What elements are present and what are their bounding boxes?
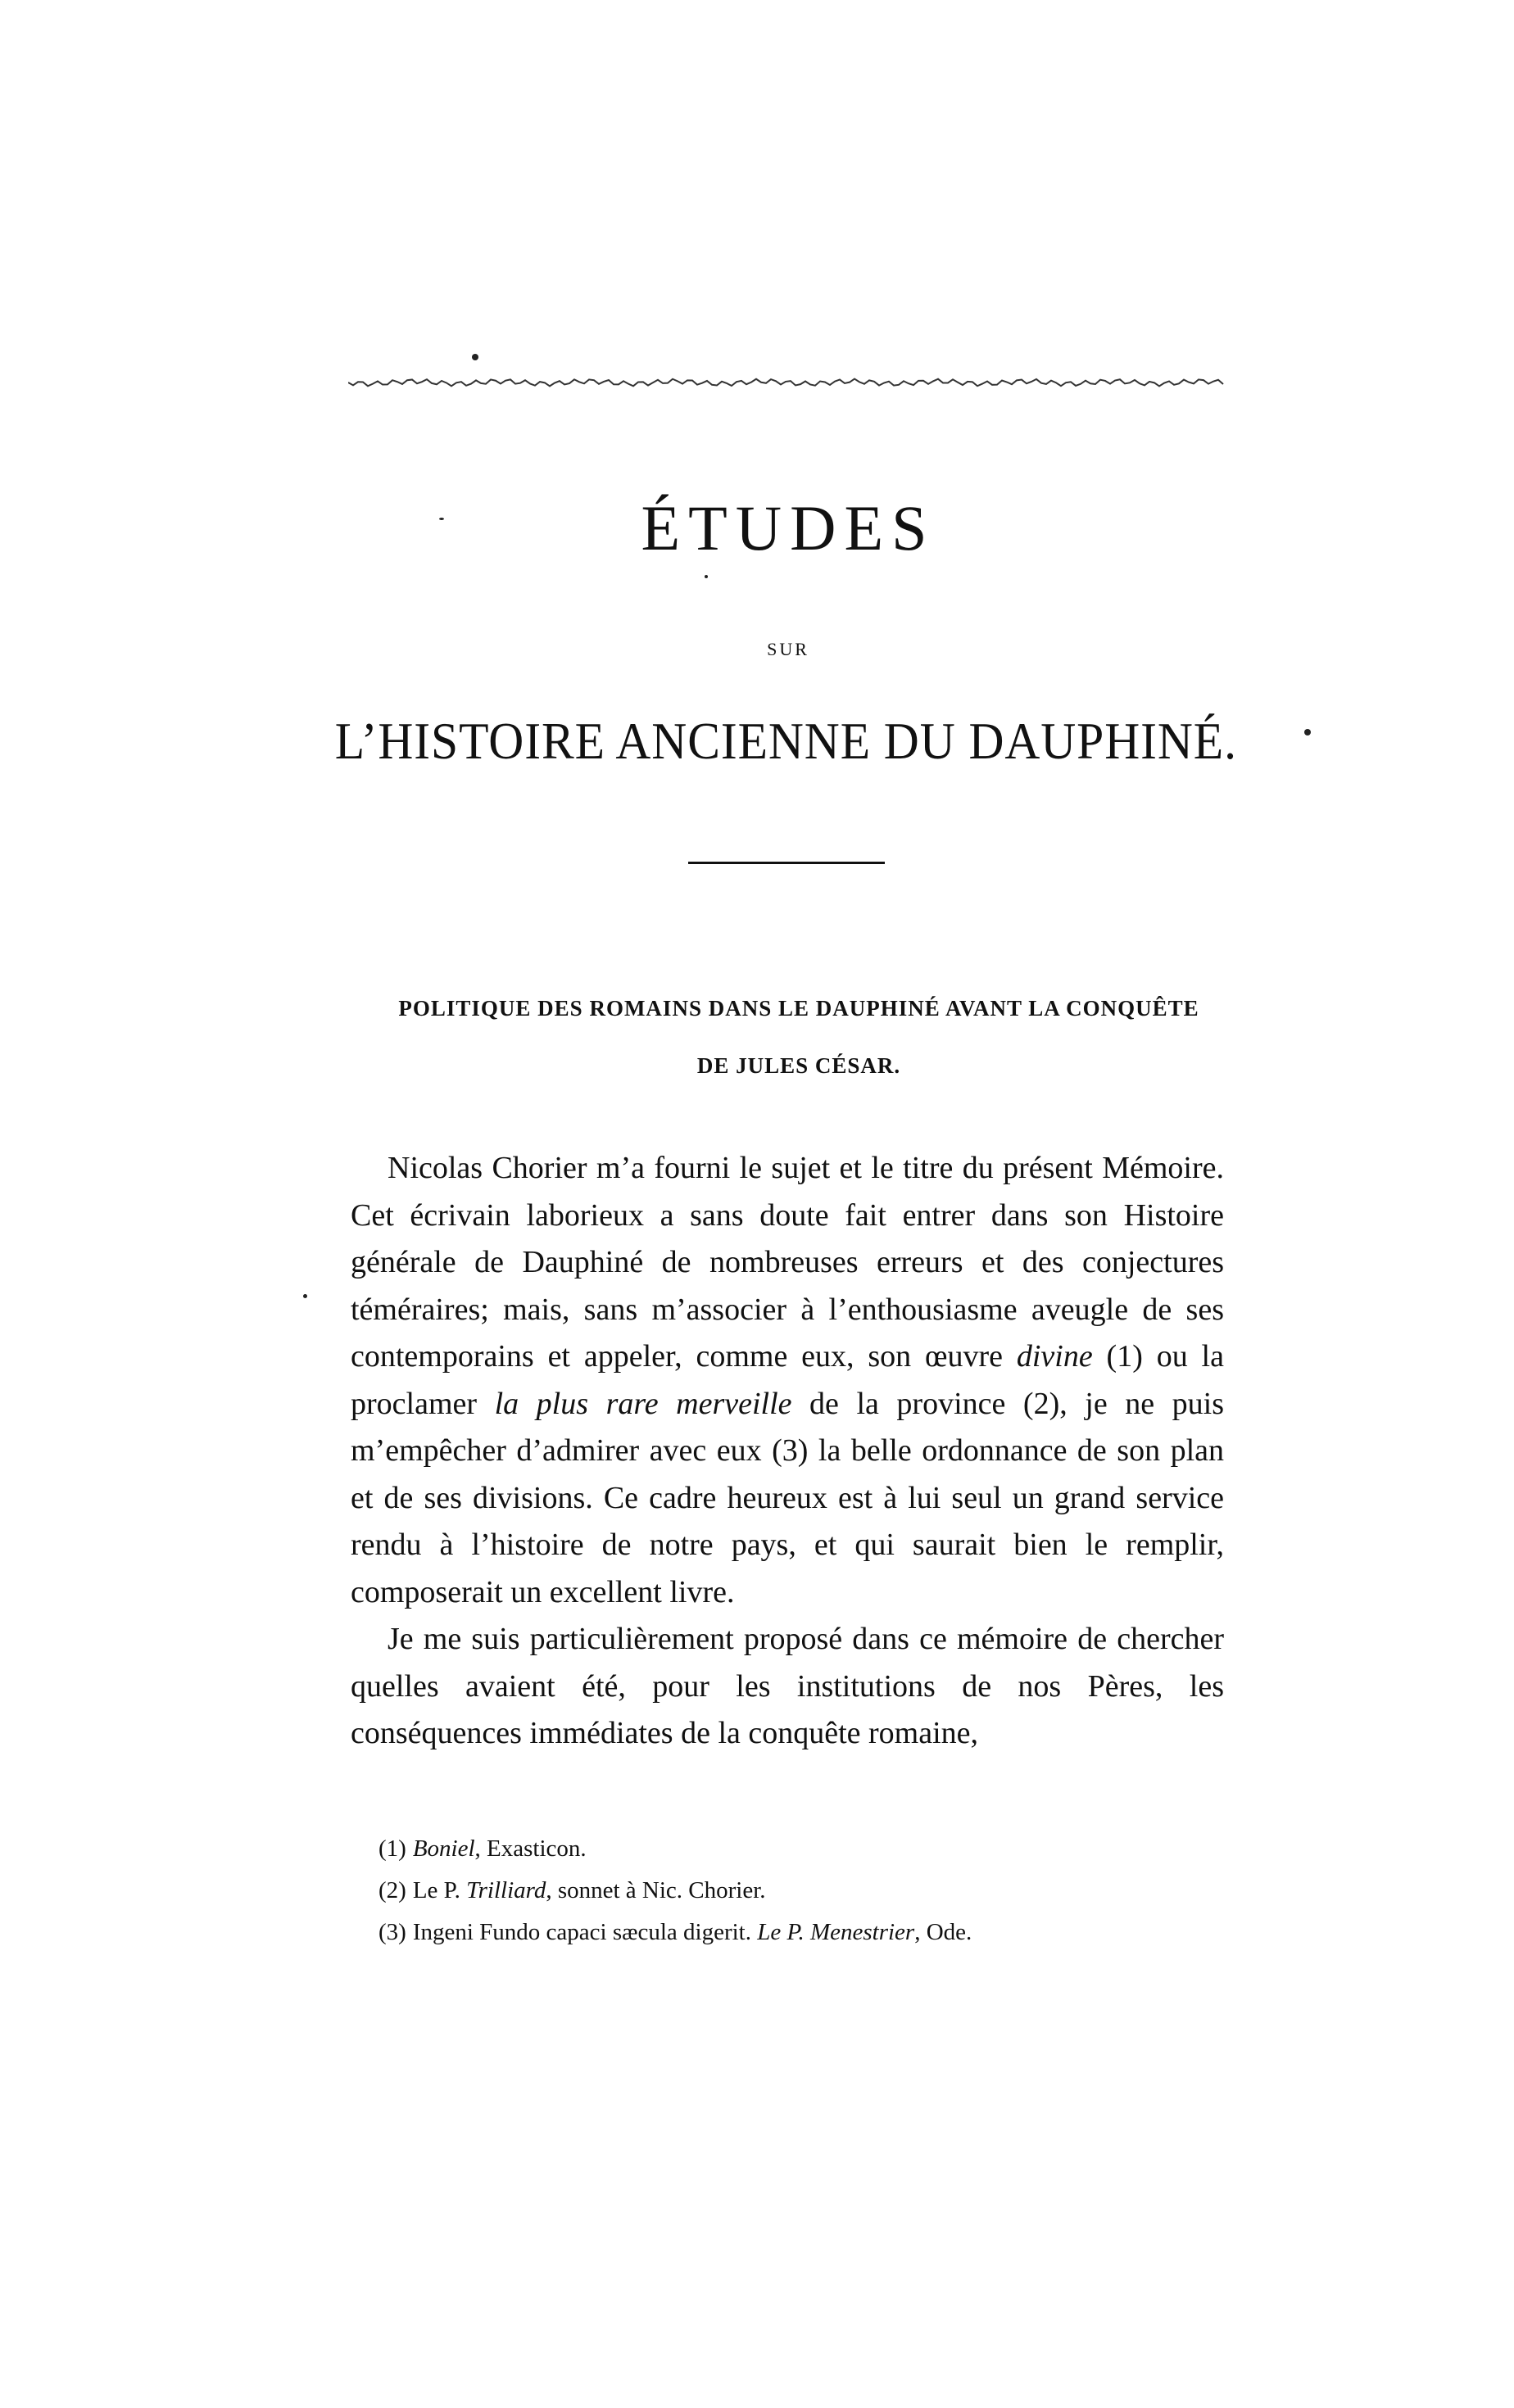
scan-speck bbox=[705, 575, 708, 578]
footnote-1 bbox=[378, 1828, 1231, 1870]
footnote-text: , Ode. bbox=[914, 1919, 972, 1945]
paragraph-2: Je me suis particulièrement proposé dans ce mémoire de chercher quelles avaient été, pour les institutions de nos Pères, les conséquences immédiates de la conquête romaine, bbox=[351, 1622, 1224, 1750]
divider-rule bbox=[688, 862, 885, 864]
footnote-3 bbox=[378, 1912, 1231, 1953]
page-title: ÉTUDES bbox=[641, 492, 936, 564]
paragraph-1 bbox=[351, 1145, 1224, 1616]
footnote-number: (2) bbox=[378, 1877, 406, 1903]
footnote-prefix: Le P. bbox=[412, 1877, 467, 1903]
scan-speck bbox=[472, 354, 478, 360]
body-text bbox=[351, 1145, 1224, 1758]
title-connector: SUR bbox=[767, 639, 809, 659]
scan-speck bbox=[303, 1294, 307, 1298]
paragraph-1-part-a: Nicolas Chorier m’a fourni le sujet et le titre du présent Mémoire. Cet écrivain laborieux a sans doute fait entrer dans son Histoire générale de Dauphiné de nombreuses erreurs et des conjectures téméraires; mais, sans m’associer à l’enthousiasme aveugle de ses contemporains et appeler, comme eux, son œuvre bbox=[351, 1151, 1224, 1374]
wavy-rule-ornament bbox=[348, 377, 1225, 388]
paragraph-1-italic-divine: divine bbox=[1016, 1339, 1093, 1374]
paragraph-1-part-c: (1) ou la proclamer bbox=[351, 1339, 1224, 1421]
footnote-author: Le P. Menestrier bbox=[757, 1919, 915, 1945]
footnote-prefix: Ingeni Fundo capaci sæcula digerit. bbox=[412, 1919, 758, 1945]
section-heading bbox=[348, 980, 1249, 1094]
footnotes bbox=[378, 1828, 1231, 1953]
footnote-text: , sonnet à Nic. Chorier. bbox=[546, 1877, 766, 1903]
footnote-author: Boniel bbox=[412, 1835, 475, 1862]
footnote-number: (1) bbox=[378, 1835, 406, 1862]
section-heading-line1: POLITIQUE DES ROMAINS DANS LE DAUPHINÉ AVANT LA CONQUÊTE bbox=[398, 996, 1199, 1021]
scan-speck bbox=[439, 518, 444, 520]
paragraph-1-italic-merveille: la plus rare merveille bbox=[494, 1386, 792, 1421]
page-subtitle: L’HISTOIRE ANCIENNE DU DAUPHINÉ. bbox=[334, 712, 1237, 770]
footnote-text: , Exasticon. bbox=[474, 1835, 587, 1862]
footnote-author: Trilliard bbox=[466, 1877, 546, 1903]
footnote-2 bbox=[378, 1870, 1231, 1912]
footnote-number: (3) bbox=[378, 1919, 406, 1945]
scan-speck bbox=[1304, 729, 1311, 736]
section-heading-line2: DE JULES CÉSAR. bbox=[696, 1053, 901, 1078]
paragraph-1-part-e: de la province (2), je ne puis m’empêcher d’admirer avec eux (3) la belle ordonnance de son plan et de ses divisions. Ce cadre heureux est à lui seul un grand service rendu à l’histoire de notre pays, et qui saurait bien le remplir, composerait un excellent livre. bbox=[351, 1386, 1224, 1609]
